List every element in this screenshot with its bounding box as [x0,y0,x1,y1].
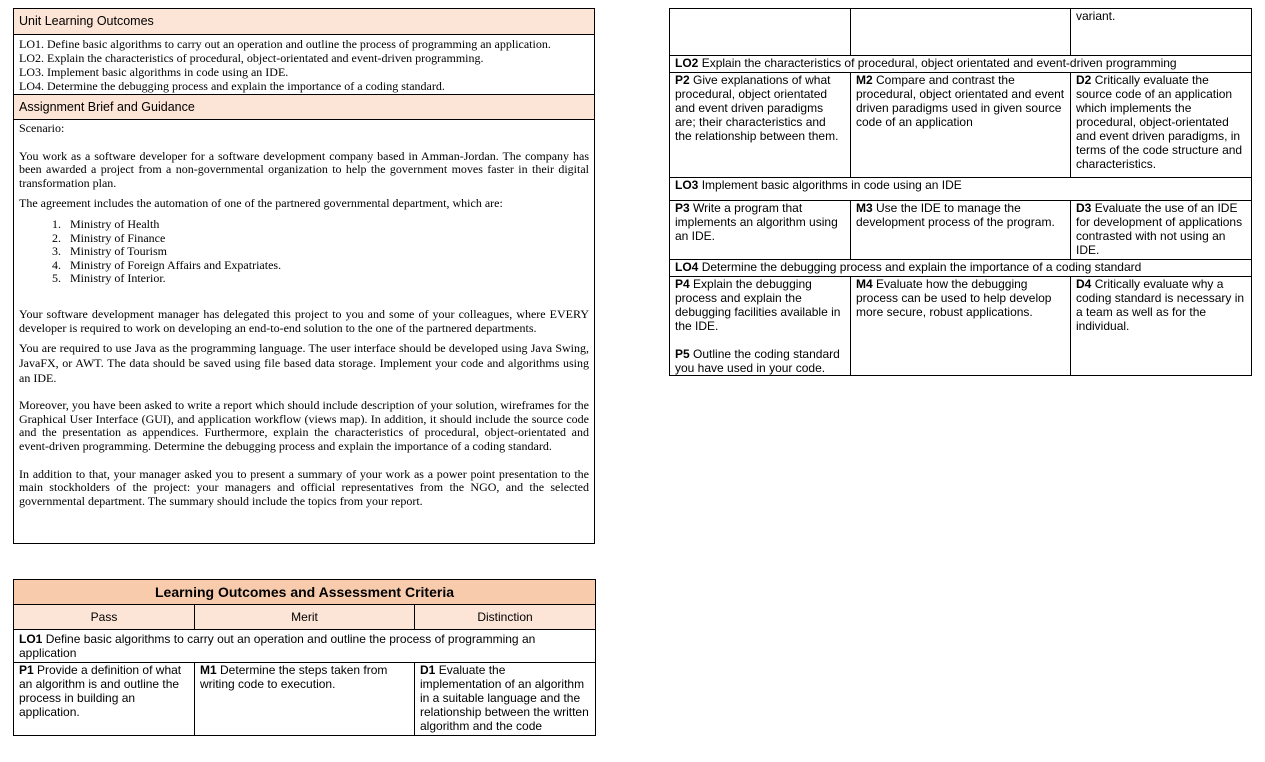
column-header-pass: Pass [14,605,195,630]
lo3-row [670,178,1252,201]
p5-block [675,347,845,375]
p1-code: P1 [19,663,34,677]
lo4-text: Determine the debugging process and explain the importance of a coding standard [701,260,1142,274]
continuation-cell-distinction: variant. [1071,9,1252,56]
m3-text: Use the IDE to manage the development process of the program. [856,201,1055,229]
m1-code: M1 [200,663,217,677]
p2-text: Give explanations of what procedural, object orientated and event driven paradigms are; their characteristics and the relationship between them. [675,73,839,143]
assignment-brief-heading: Assignment Brief and Guidance [14,94,594,120]
d4-code: D4 [1076,277,1092,291]
d2-code: D2 [1076,73,1092,87]
p3-code: P3 [675,201,690,215]
ministry-item: 1. Ministry of Health [64,218,589,232]
assignment-brief-body [14,120,594,508]
d3-text: Evaluate the use of an IDE for development of applications contrasted with not using an IDE. [1076,201,1243,257]
outcome-item: LO1. Define basic algorithms to carry out an operation and outline the process of programming an application. [19,37,551,51]
outcome-item: LO4. Determine the debugging process and explain the importance of a coding standard. [19,79,445,93]
assessment-criteria-table-continued [669,8,1252,376]
m4-cell [851,277,1071,376]
unit-outcomes-box [13,8,595,544]
p2-code: P2 [675,73,690,87]
brief-paragraph: Your software development manager has delegated this project to you and some of your colleagues, where EVERY developer is required to work on developing an end-to-end solution to the one of the partnered departments. [19,306,589,335]
d4-cell [1071,277,1252,376]
continuation-cell-pass [670,9,851,56]
lo2-text: Explain the characteristics of procedural, object orientated and event-driven programming [701,56,1177,70]
p1-cell [14,663,195,736]
assessment-criteria-table [13,579,596,736]
d3-code: D3 [1076,201,1092,215]
p3-cell [670,201,851,260]
d1-code: D1 [420,663,436,677]
lo1-text: Define basic algorithms to carry out an operation and outline the process of programming an application [19,632,536,660]
ministry-item: 3. Ministry of Tourism [64,245,589,259]
m1-text: Determine the steps taken from writing code to execution. [200,663,388,691]
ministry-item: 2. Ministry of Finance [64,232,589,246]
brief-paragraph: The agreement includes the automation of one of the partnered governmental department, which are: [19,196,503,211]
lo4-row [670,260,1252,277]
column-header-merit: Merit [195,605,415,630]
brief-paragraph: You work as a software developer for a software development company based in Amman-Jordan. The company has been awarded a project from a non-governmental organization to help the government moves faster in their digital transformation plan. [19,148,589,190]
d2-text: Critically evaluate the source code of an application which implements the procedural, object-orientated and event driven paradigms, in terms of the code structure and characteristics. [1076,73,1243,171]
lo3-text: Implement basic algorithms in code using an IDE [701,178,962,192]
outcome-item: LO2. Explain the characteristics of procedural, object-orientated and event-driven programming. [19,51,484,65]
m2-code: M2 [856,73,873,87]
d2-cell [1071,73,1252,178]
scenario-label: Scenario: [19,121,65,135]
ministry-list [19,218,589,286]
unit-outcomes-list [14,35,594,94]
p5-code: P5 [675,347,690,361]
m3-code: M3 [856,201,873,215]
m4-code: M4 [856,277,873,291]
ministry-item: 5. Ministry of Interior. [64,272,589,286]
lo2-code: LO2 [675,56,699,70]
d1-text: Evaluate the implementation of an algorithm in a suitable language and the relationship between the written algorithm and the code [420,663,589,733]
d4-text: Critically evaluate why a coding standard is necessary in a team as well as for the individual. [1076,277,1245,333]
brief-paragraph: In addition to that, your manager asked you to present a summary of your work as a power point presentation to the main stockholders of the project: your managers and official representatives from the NGO, and the selected governmental department. The summary should include the topics from your report. [19,466,589,508]
outcome-item: LO3. Implement basic algorithms in code using an IDE. [19,65,289,79]
criteria-title: Learning Outcomes and Assessment Criteria [14,580,596,605]
d3-cell [1071,201,1252,260]
column-header-distinction: Distinction [415,605,596,630]
p5-text: Outline the coding standard you have used in your code. [675,347,840,375]
lo4-code: LO4 [675,260,699,274]
lo3-code: LO3 [675,178,699,192]
p4-text: Explain the debugging process and explain the debugging facilities available in the IDE. [675,277,841,333]
m4-text: Evaluate how the debugging process can be used to help develop more secure, robust applications. [856,277,1052,319]
unit-outcomes-heading: Unit Learning Outcomes [14,9,594,35]
lo1-row [14,630,596,663]
d1-cell [415,663,596,736]
p4-p5-cell [670,277,851,376]
p1-text: Provide a definition of what an algorithm is and outline the process in building an application. [19,663,182,719]
ministry-item: 4. Ministry of Foreign Affairs and Expatriates. [64,259,589,273]
lo2-row [670,56,1252,73]
lo1-code: LO1 [19,632,43,646]
m2-cell [851,73,1071,178]
brief-paragraph: You are required to use Java as the programming language. The user interface should be developed using Java Swing, JavaFX, or AWT. The data should be saved using file based data storage. Implement your code and algorithms using an IDE. [19,341,589,386]
m1-cell [195,663,415,736]
p4-code: P4 [675,277,690,291]
m3-cell [851,201,1071,260]
m2-text: Compare and contrast the procedural, object orientated and event driven paradigms used in given source code of an application [856,73,1065,129]
continuation-cell-merit [851,9,1071,56]
p4-block [675,277,845,333]
p3-text: Write a program that implements an algorithm using an IDE. [675,201,838,243]
p2-cell [670,73,851,178]
brief-paragraph: Moreover, you have been asked to write a report which should include description of your solution, wireframes for the Graphical User Interface (GUI), and application workflow (views map). In addition, it should include the source code and the presentation as appendices. Furthermore, explain the characteristics of procedural, object-orientated and event-driven programming. Determine the debugging process and explain the importance of a coding standard. [19,398,589,453]
